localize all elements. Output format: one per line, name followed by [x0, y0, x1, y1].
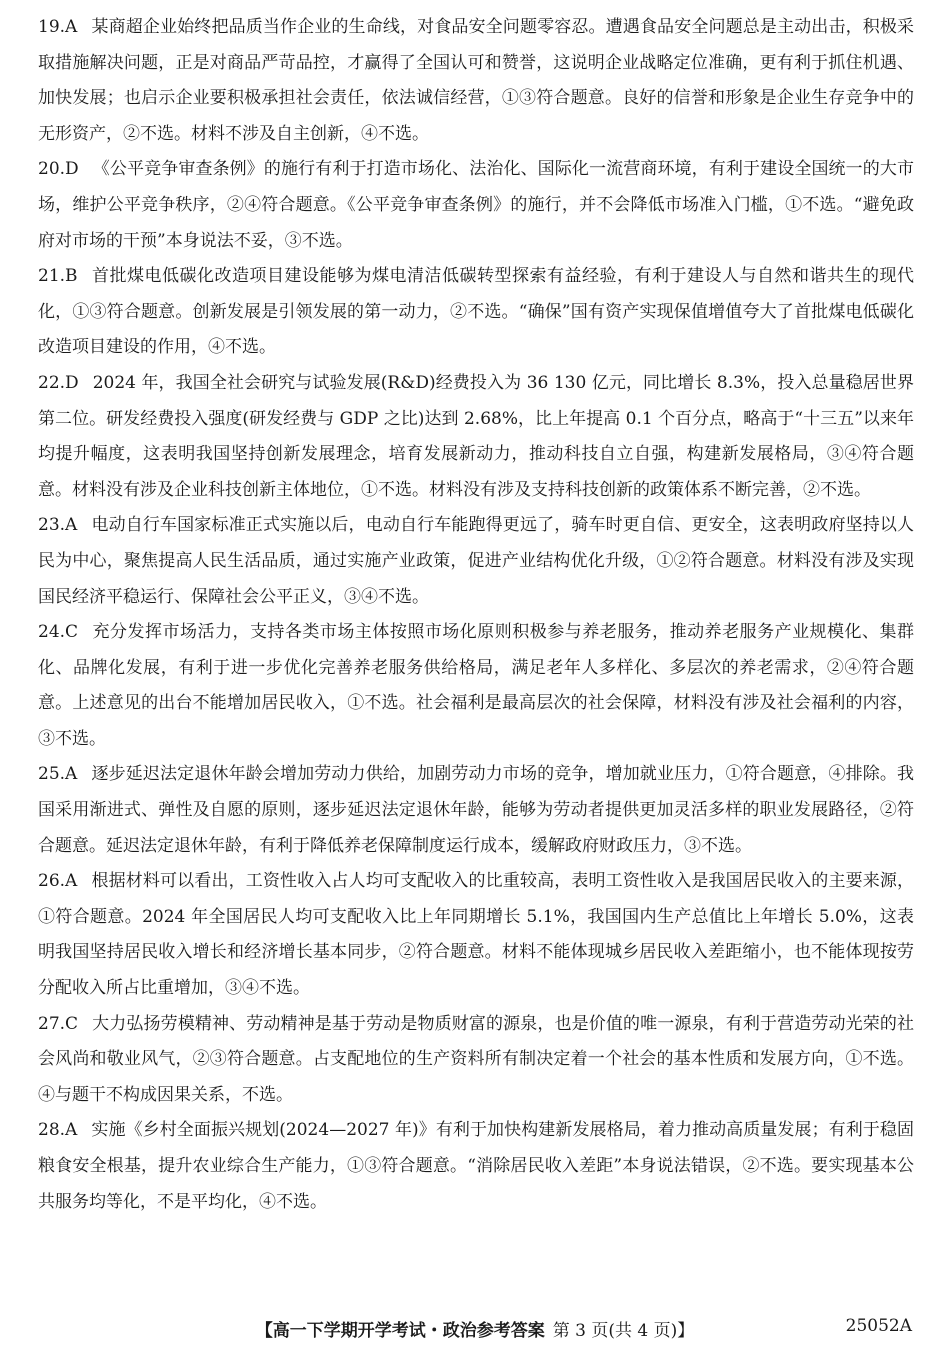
explanation: 2024 年，我国全社会研究与试验发展(R&D)经费投入为 36 130 亿元，同比增长 8.3%，投入总量稳居世界第二位。研发经费投入强度(研发经费与 GDP 之比)达到 2.68%，比上年提高 0.1 个百分点，略高于“十三五”以来年均提升幅度，这表明我国坚持创新发展理念，培育发展新动力，推动科技自立自强，构建新发展格局，③④符合题意。材料没有涉及企业科技创新主体地位，①不选。材料没有涉及支持科技创新的政策体系不断完善，②不选。	[38, 372, 914, 500]
answer-item-26	[38, 864, 914, 1006]
answer-letter: A	[65, 515, 78, 536]
question-number: 28.	[38, 1120, 66, 1141]
explanation: 电动自行车国家标准正式实施以后，电动自行车能跑得更远了，骑车时更自信、更安全，这表明政府坚持以人民为中心，聚焦提高人民生活品质，通过实施产业政策，促进产业结构优化升级，①②符合题意。材料没有涉及实现国民经济平稳运行、保障社会公平正义，③④不选。	[38, 515, 914, 607]
question-number: 22.	[38, 372, 66, 393]
explanation: 逐步延迟法定退休年龄会增加劳动力供给，加剧劳动力市场的竞争，增加就业压力，①符合题意，④排除。我国采用渐进式、弹性及自愿的原则，逐步延迟法定退休年龄，能够为劳动者提供更加灵活多样的职业发展路径，②符合题意。延迟法定退休年龄，有利于降低养老保障制度运行成本，缓解政府财政压力，③不选。	[38, 764, 914, 856]
answer-letter: D	[65, 159, 79, 180]
question-number: 26.	[38, 871, 66, 892]
explanation: 实施《乡村全面振兴规划(2024—2027 年)》有利于加快构建新发展格局，着力推动高质量发展；有利于稳固粮食安全根基，提升农业综合生产能力，①③符合题意。“消除居民收入差距”本身说法错误，②不选。要实现基本公共服务均等化，不是平均化，④不选。	[38, 1120, 914, 1212]
explanation: 根据材料可以看出，工资性收入占人均可支配收入的比重较高，表明工资性收入是我国居民收入的主要来源，①符合题意。2024 年全国居民人均可支配收入比上年同期增长 5.1%，我国国内生产总值比上年增长 5.0%，这表明我国坚持居民收入增长和经济增长基本同步，②符合题意。材料不能体现城乡居民收入差距缩小，也不能体现按劳分配收入所占比重增加，③④不选。	[38, 871, 914, 999]
answer-item-25	[38, 757, 914, 864]
question-number: 19.	[38, 17, 66, 37]
footer-page-number: 第 3 页(共 4 页)】	[552, 1321, 695, 1341]
question-number: 20.	[38, 159, 66, 180]
explanation: 《公平竞争审查条例》的施行有利于打造市场化、法治化、国际化一流营商环境，有利于建设全国统一的大市场，维护公平竞争秩序，②④符合题意。《公平竞争审查条例》的施行，并不会降低市场准入门槛，①不选。“避免政府对市场的干预”本身说法不妥，③不选。	[38, 159, 914, 251]
explanation: 某商超企业始终把品质当作企业的生命线，对食品安全问题零容忍。遭遇食品安全问题总是主动出击，积极采取措施解决问题，正是对商品严苛品控，才赢得了全国认可和赞誉，这说明企业战略定位准确，更有利于抓住机遇、加快发展；也启示企业要积极承担社会责任，依法诚信经营，①③符合题意。良好的信誉和形象是企业生存竞争中的无形资产，②不选。材料不涉及自主创新，④不选。	[38, 17, 914, 144]
explanation: 大力弘扬劳模精神、劳动精神是基于劳动是物质财富的源泉，也是价值的唯一源泉，有利于营造劳动光荣的社会风尚和敬业风气，②③符合题意。占支配地位的生产资料所有制决定着一个社会的基本性质和发展方向，①不选。④与题干不构成因果关系，不选。	[38, 1013, 914, 1105]
answer-item-20	[38, 152, 914, 259]
page-footer	[0, 1308, 950, 1348]
question-number: 24.	[38, 622, 66, 643]
question-number: 21.	[38, 266, 66, 287]
answer-list	[38, 10, 914, 1220]
answer-letter: C	[65, 622, 79, 643]
answer-item-23	[38, 508, 914, 615]
answer-item-24	[38, 615, 914, 757]
answer-item-27	[38, 1007, 914, 1114]
answer-letter: D	[65, 372, 79, 393]
answer-item-28	[38, 1113, 914, 1220]
explanation: 首批煤电低碳化改造项目建设能够为煤电清洁低碳转型探索有益经验，有利于建设人与自然和谐共生的现代化，①③符合题意。创新发展是引领发展的第一动力，②不选。“确保”国有资产实现保值增值夸大了首批煤电低碳化改造项目建设的作用，④不选。	[38, 266, 914, 358]
footer-title: 【高一下学期开学考试・政治参考答案	[255, 1321, 545, 1341]
question-number: 27.	[38, 1013, 66, 1034]
answer-letter: A	[65, 17, 78, 37]
answer-item-21	[38, 259, 914, 366]
answer-letter: C	[65, 1013, 79, 1034]
question-number: 23.	[38, 515, 66, 536]
answer-letter: B	[65, 266, 78, 287]
answer-letter: A	[65, 1120, 78, 1141]
explanation: 充分发挥市场活力，支持各类市场主体按照市场化原则积极参与养老服务，推动养老服务产业规模化、集群化、品牌化发展，有利于进一步优化完善养老服务供给格局，满足老年人多样化、多层次的养老需求，②④符合题意。上述意见的出台不能增加居民收入，①不选。社会福利是最高层次的社会保障，材料没有涉及社会福利的内容，③不选。	[38, 622, 914, 749]
question-number: 25.	[38, 764, 66, 785]
answer-item-22	[38, 366, 914, 508]
footer-title-block	[0, 1316, 950, 1341]
answer-letter: A	[65, 871, 78, 892]
answer-letter: A	[65, 764, 78, 785]
footer-code: 25052A	[845, 1316, 912, 1336]
answer-item-19	[38, 10, 914, 152]
